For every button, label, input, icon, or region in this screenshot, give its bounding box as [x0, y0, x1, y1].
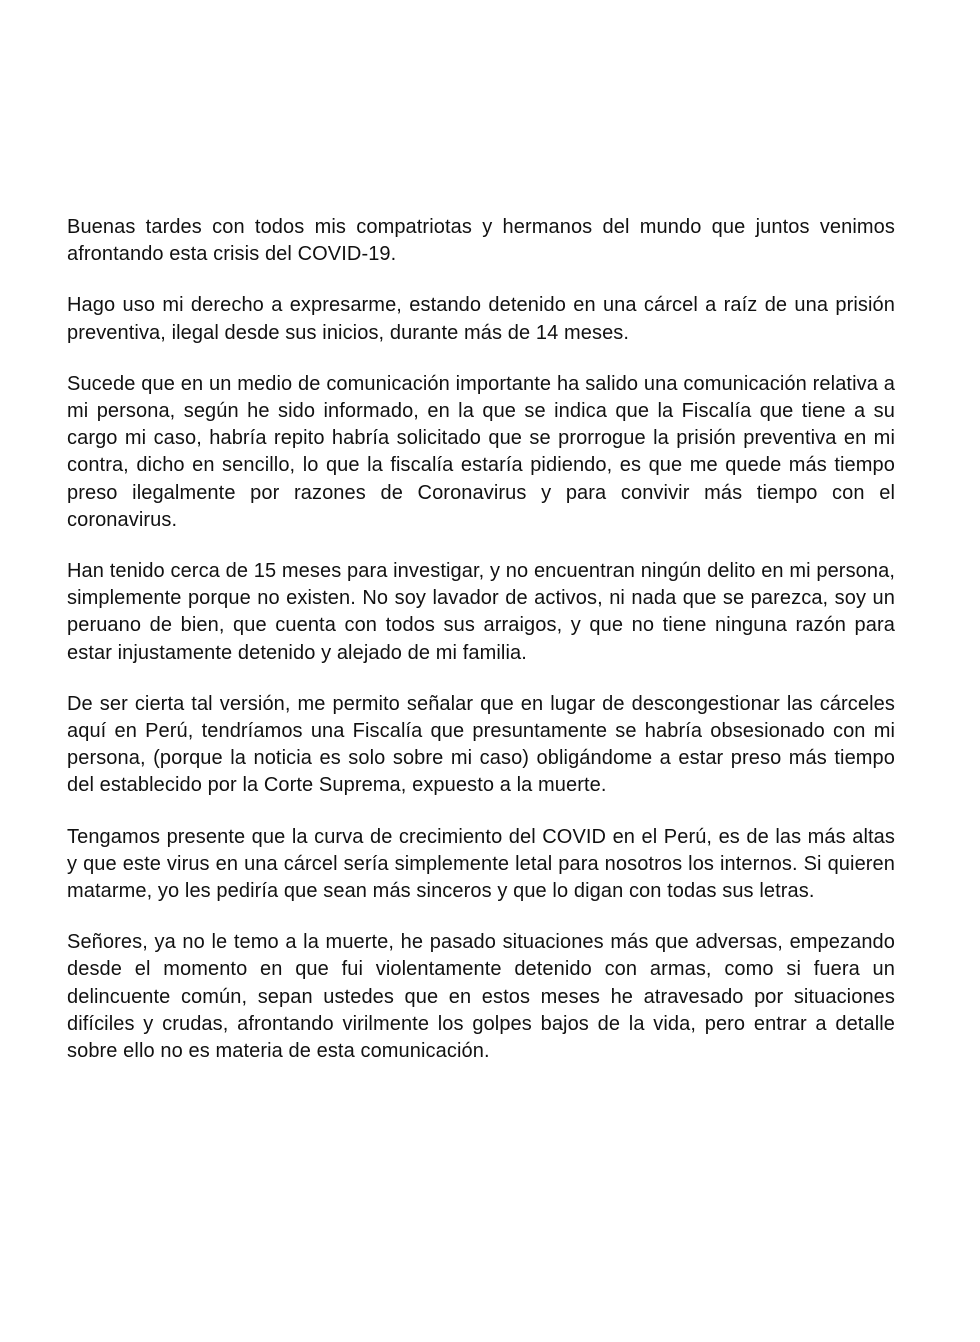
paragraph-media-report: Sucede que en un medio de comunicación importante ha salido una comunicación relativa a mi persona, según he sido informado, en la que se indica que la Fiscalía que tiene a su cargo mi caso, habría repito habría solicitado que se prorrogue la prisión preventiva en mi contra, dicho en sencillo, lo que la fiscalía estaría pidiendo, es que me quede más tiempo preso ilegalmente por razones de Coronavirus y para convivir más tiempo con el coronavirus. [67, 372, 895, 531]
paragraph-covid-curve: Tengamos presente que la curva de crecimiento del COVID en el Perú, es de las más altas y que este virus en una cárcel sería simplemente letal para nosotros los internos. Si quieren matarme, yo les pediría que sean más sinceros y que lo digan con todas sus letras. [67, 825, 895, 903]
paragraph-prosecutor: De ser cierta tal versión, me permito señalar que en lugar de descongestionar las cárceles aquí en Perú, tendríamos una Fiscalía que presuntamente se habría obsesionado con mi persona, (porque la noticia es solo sobre mi caso) obligándome a estar preso más tiempo del establecido por la Corte Suprema, expuesto a la muerte. [67, 692, 895, 797]
paragraph-greeting: Buenas tardes con todos mis compatriotas y hermanos del mundo que juntos venimos afrontando esta crisis del COVID-19. [67, 216, 895, 266]
paragraph-right-to-expression: Hago uso mi derecho a expresarme, estando detenido en una cárcel a raíz de una prisión preventiva, ilegal desde sus inicios, durante más de 14 meses. [67, 294, 895, 344]
letter-body [67, 214, 895, 1089]
paragraph-investigation: Han tenido cerca de 15 meses para investigar, y no encuentran ningún delito en mi persona, simplemente porque no existen. No soy lavador de activos, ni nada que se parezca, soy un peruano de bien, que cuenta con todos sus arraigos, y que no tiene ninguna razón para estar injustamente detenido y alejado de mi familia. [67, 560, 895, 664]
paragraph-closing: Señores, ya no le temo a la muerte, he pasado situaciones más que adversas, empezando desde el momento en que fui violentamente detenido con armas, como si fuera un delincuente común, sepan ustedes que en estos meses he atravesado por situaciones difíciles y crudas, afrontando virilmente los golpes bajos de la vida, pero entrar a detalle sobre ello no es materia de esta comunicación. [67, 931, 895, 1063]
